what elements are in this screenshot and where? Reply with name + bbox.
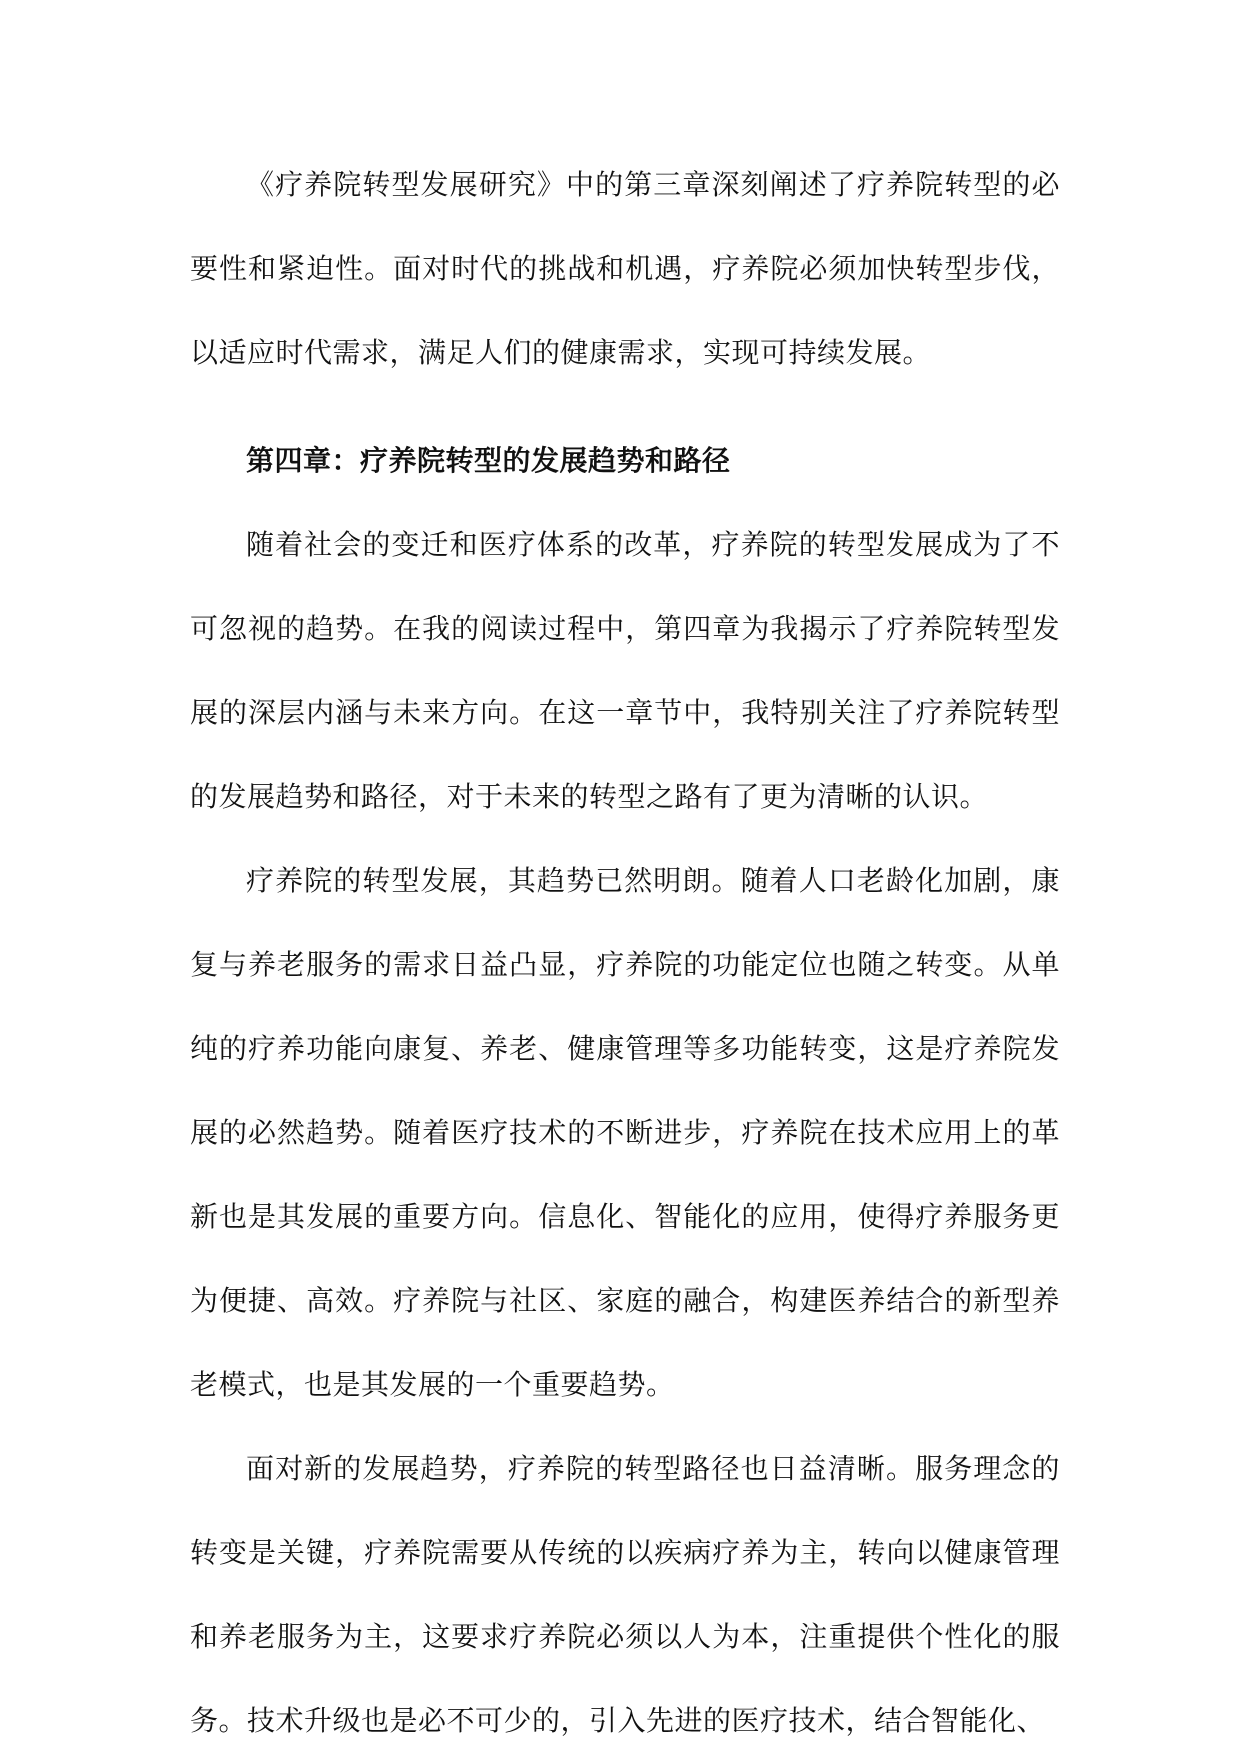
paragraph-chapter-3: 面对新的发展趋势，疗养院的转型路径也日益清晰。服务理念的转变是关键，疗养院需要从传统的以疾病疗养为主，转向以健康管理和养老服务为主，这要求疗养院必须以人为本，注重提供个性化的服务。技术升级也是必不可少的，引入先进的医疗技术，结合智能化、 <box>190 1452 1060 1737</box>
chapter-heading: 第四章：疗养院转型的发展趋势和路径 <box>246 444 731 477</box>
document-body <box>190 143 1060 1763</box>
paragraph-intro: 《疗养院转型发展研究》中的第三章深刻阐述了疗养院转型的必要性和紧迫性。面对时代的挑战和机遇，疗养院必须加快转型步伐，以适应时代需求，满足人们的健康需求，实现可持续发展。 <box>190 168 1060 369</box>
paragraph-chapter-2: 疗养院的转型发展，其趋势已然明朗。随着人口老龄化加剧，康复与养老服务的需求日益凸显，疗养院的功能定位也随之转变。从单纯的疗养功能向康复、养老、健康管理等多功能转变，这是疗养院发展的必然趋势。随着医疗技术的不断进步，疗养院在技术应用上的革新也是其发展的重要方向。信息化、智能化的应用，使得疗养服务更为便捷、高效。疗养院与社区、家庭的融合，构建医养结合的新型养老模式，也是其发展的一个重要趋势。 <box>190 864 1060 1401</box>
paragraph-chapter-1: 随着社会的变迁和医疗体系的改革，疗养院的转型发展成为了不可忽视的趋势。在我的阅读过程中，第四章为我揭示了疗养院转型发展的深层内涵与未来方向。在这一章节中，我特别关注了疗养院转型的发展趋势和路径，对于未来的转型之路有了更为清晰的认识。 <box>190 528 1060 813</box>
